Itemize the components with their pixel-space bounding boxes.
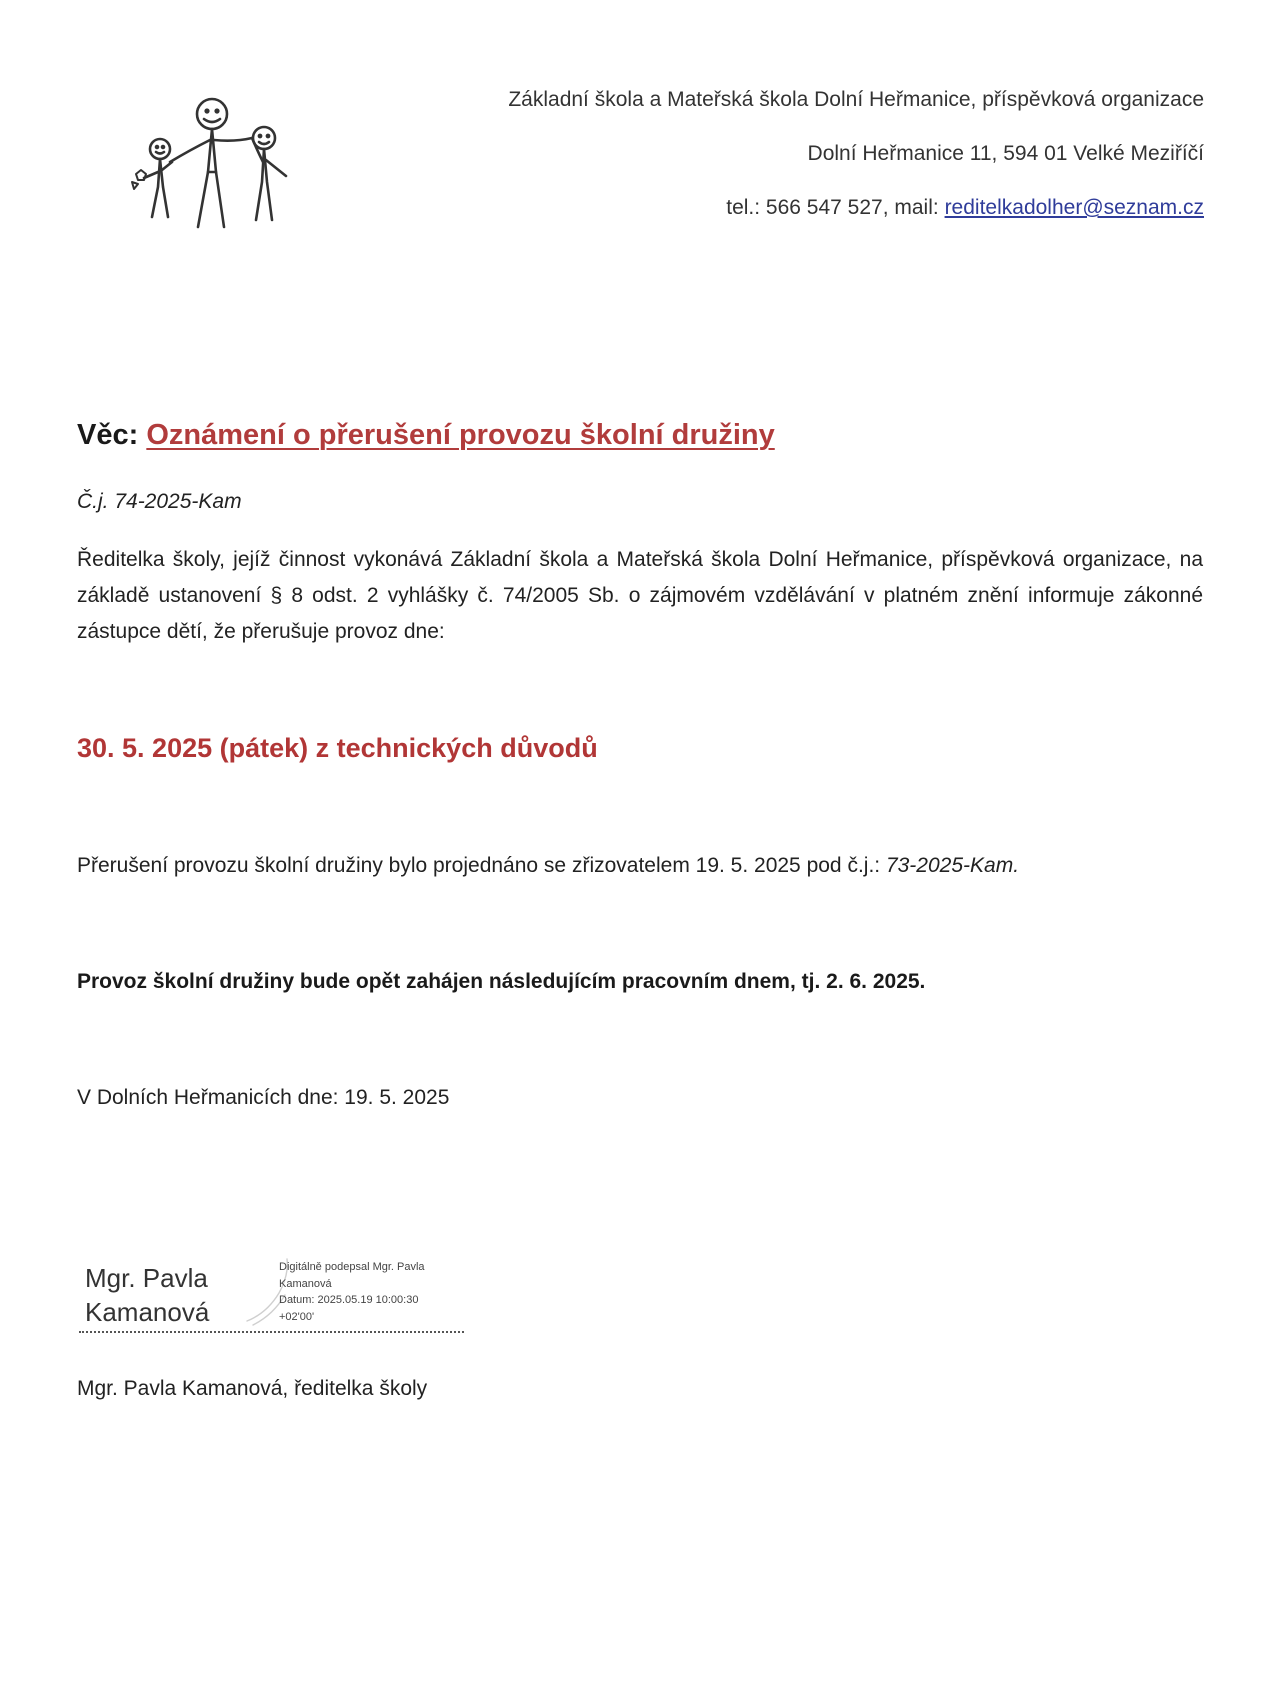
reference-number: Č.j. 74-2025-Kam [77, 490, 242, 513]
school-logo-family-figures-icon [100, 82, 330, 242]
signature-detail-line2: Kamanová [279, 1277, 332, 1290]
discussed-ref: 73-2025-Kam. [885, 854, 1020, 877]
letterhead [444, 86, 1204, 221]
subject-title: Oznámení o přerušení provozu školní družiny [146, 419, 775, 451]
place-and-date: V Dolních Heřmanicích dne: 19. 5. 2025 [77, 1086, 450, 1109]
body-paragraph: Ředitelka školy, jejíž činnost vykonává Základní škola a Mateřská škola Dolní Heřmanice, příspěvková organizace, na základě ustanovení § 8 odst. 2 vyhlášky č. 74/2005 Sb. o zájmovém vzdělávání v platném znění informuje zákonné zástupce dětí, že přerušuje provoz dne: [77, 548, 1203, 643]
subject-heading [77, 417, 775, 453]
discussed-paragraph [77, 852, 1019, 880]
resume-notice: Provoz školní družiny bude opět zahájen následujícím pracovním dnem, tj. 2. 6. 2025. [77, 970, 926, 993]
signature-detail-line4: +02'00' [279, 1310, 315, 1323]
digital-signature [79, 1255, 469, 1335]
signature-detail-line3: Datum: 2025.05.19 10:00:30 [279, 1294, 419, 1306]
organization-address: Dolní Heřmanice 11, 594 01 Velké Meziříčí [807, 142, 1204, 165]
signature-name [85, 1261, 209, 1329]
signature-details [279, 1259, 469, 1325]
email-link[interactable]: reditelkadolher@seznam.cz [944, 196, 1204, 219]
signature-name-line2: Kamanová [85, 1297, 210, 1327]
signature-detail-line1: Digitálně podepsal Mgr. Pavla [279, 1261, 425, 1273]
discussed-text: Přerušení provozu školní družiny bylo projednáno se zřizovatelem 19. 5. 2025 pod č.j.: [77, 854, 886, 877]
signature-name-line1: Mgr. Pavla [85, 1263, 208, 1293]
contact-line [444, 194, 1204, 221]
signature-dotted-line [79, 1331, 464, 1333]
contact-phone: tel.: 566 547 527, mail: [726, 196, 945, 219]
closure-date: 30. 5. 2025 (pátek) z technických důvodů [77, 733, 598, 763]
signer-name: Mgr. Pavla Kamanová, ředitelka školy [77, 1377, 428, 1400]
subject-label: Věc: [77, 419, 147, 451]
organization-name: Základní škola a Mateřská škola Dolní Heřmanice, příspěvková organizace [508, 88, 1204, 111]
